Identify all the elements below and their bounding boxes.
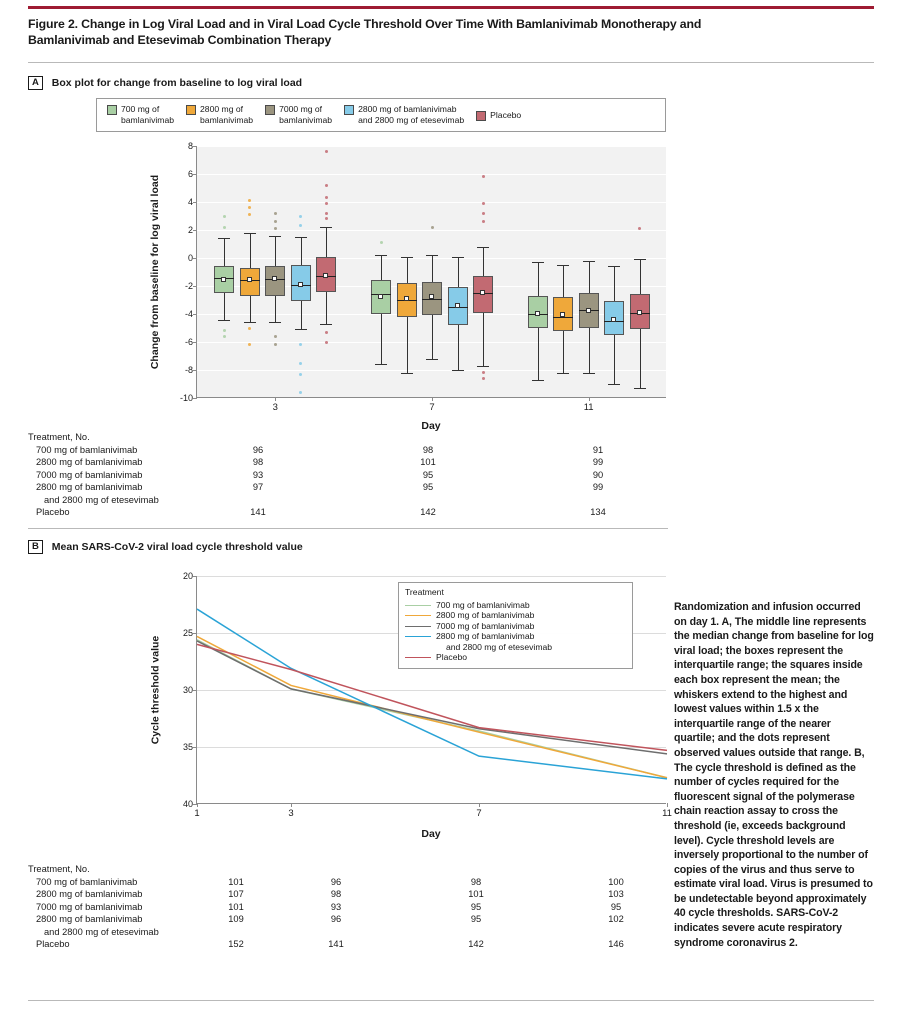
outlier-dot [482,377,485,380]
legend-item-label: 2800 mg of bamlanivimab [436,610,535,620]
y-tick-label: 2 [187,225,193,235]
whisker-cap [452,257,464,258]
outlier-dot [482,220,485,223]
mean-marker [535,311,540,316]
y-tick-mark [193,314,197,315]
box [265,266,285,295]
panel-b-y-axis-label: Cycle threshold value [149,635,162,745]
table-cell: 142 [420,507,436,517]
table-row-label: 7000 mg of bamlanivimab [36,901,143,912]
y-tick-mark [193,286,197,287]
mean-marker [378,294,383,299]
y-tick-mark [193,146,197,147]
legend-item-0 [107,104,174,126]
table-cell: 95 [422,482,434,492]
legend-item-1 [186,104,253,126]
mean-marker [298,282,303,287]
y-tick-label: -4 [184,309,193,319]
outlier-dot [299,373,302,376]
table-row-label: 2800 mg of bamlanivimab [36,914,143,924]
table-cell: 101 [228,901,244,912]
y-tick-mark [193,398,197,399]
whisker-cap [218,320,230,321]
table-cell: 142 [468,939,484,949]
panel-a-count-table [28,432,668,520]
outlier-dot [248,327,251,330]
bottom-rule [28,1000,874,1001]
table-row [28,482,668,495]
whisker-cap [320,227,332,228]
table-row [28,877,668,890]
table-cell: 96 [330,914,342,924]
legend-item-label: 7000 mg of bamlanivimab [279,104,333,125]
legend-line-icon [405,605,431,606]
figure-caption: Randomization and infusion occurred on day 1. A, The middle line represents the median change from baseline for log viral load; the boxes represent the interquartile range; the squares inside each box represent the mean; the whiskers extend to the highest and lowest values within 1.5 x the interquartile range of the nearer quartile; and the dots represent observed values outside that range. B, The cycle threshold is defined as the number of cycles required for the fluorescent signal of the polymerase chain reaction assay to cross the threshold (ie, exceeds background level). Cycle threshold levels are inversely proportional to the number of copies of the virus and thus serve to estimate viral load. Virus is presumed to be undetectable beyond approximately 40 cycle thresholds. SARS-CoV-2 indicates severe acute respiratory syndrome coronavirus 2. [674,601,874,949]
mean-marker [455,303,460,308]
table-header-row [28,432,668,445]
outlier-dot [248,206,251,209]
outlier-dot [482,212,485,215]
panel-a [28,98,668,432]
table-cell: 95 [470,914,482,924]
outlier-dot [299,391,302,394]
table-row-continuation [28,927,668,940]
legend-item-2 [405,621,626,632]
whisker-cap [295,329,307,330]
mean-marker [429,294,434,299]
legend-swatch-icon [476,111,486,121]
mean-marker [611,317,616,322]
legend-line-icon [405,615,431,616]
whisker-cap [477,247,489,248]
y-tick-label: -2 [184,281,193,291]
divider-title [28,62,874,63]
legend-line-icon [405,626,431,627]
whisker-cap [608,266,620,267]
x-tick-mark [432,397,433,401]
outlier-dot [274,343,277,346]
table-row [28,507,668,520]
table-cell: 98 [470,876,482,887]
table-row-continuation [28,495,668,508]
whisker-cap [375,364,387,365]
whisker-cap [244,322,256,323]
whisker-cap [426,255,438,256]
outlier-dot [274,335,277,338]
outlier-dot [431,226,434,229]
outlier-dot [274,220,277,223]
table-cell: 97 [252,482,264,492]
outlier-dot [299,362,302,365]
gridline [197,174,666,175]
mean-marker [637,310,642,315]
table-cell: 95 [610,901,622,912]
x-tick-label: 3 [272,402,278,413]
legend-item-1 [405,610,626,621]
y-tick-label: 40 [182,799,193,809]
panel-a-header [28,76,302,90]
table-row-label: 7000 mg of bamlanivimab [36,469,143,480]
table-cell: 100 [608,876,624,887]
legend-line-icon [405,657,431,658]
y-tick-label: 4 [187,197,193,207]
panel-b-caption: Mean SARS-CoV-2 viral load cycle threshold value [51,541,303,553]
table-cell: 91 [592,444,604,455]
outlier-dot [248,343,251,346]
mean-marker [586,308,591,313]
whisker-cap [244,233,256,234]
outlier-dot [299,343,302,346]
table-row [28,445,668,458]
outlier-dot [325,184,328,187]
table-row-label: 700 mg of bamlanivimab [36,876,138,887]
legend-swatch-icon [107,105,117,115]
mean-marker [221,277,226,282]
table-cell: 152 [228,939,244,949]
whisker-cap [452,370,464,371]
table-row [28,470,668,483]
outlier-dot [325,150,328,153]
panel-b-x-axis-label: Day [421,828,441,840]
table-cell: 101 [468,889,484,899]
figure-title: Figure 2. Change in Log Viral Load and in Viral Load Cycle Threshold Over Time With Bamlanivimab Monotherapy and Bamlanivimab and Etesevimab Combination Therapy [28,17,702,47]
whisker-cap [557,265,569,266]
outlier-dot [299,224,302,227]
y-tick-label: -10 [179,393,193,403]
legend-item-label: 700 mg of bamlanivimab [436,599,530,610]
y-tick-label: -8 [184,365,193,375]
x-tick-mark [275,397,276,401]
table-row [28,889,668,902]
legend-item-3 [344,104,464,126]
y-tick-label: 35 [182,742,193,752]
outlier-dot [325,341,328,344]
legend-item-label: 700 mg of bamlanivimab [121,104,175,125]
legend-swatch-icon [344,105,354,115]
table-row-label: 2800 mg of bamlanivimab [36,889,143,899]
table-row [28,902,668,915]
whisker-cap [557,373,569,374]
divider-panel-a [28,528,668,529]
whisker-cap [269,236,281,237]
gridline [197,230,666,231]
table-cell: 103 [608,889,624,899]
panel-a-caption: Box plot for change from baseline to log viral load [51,77,303,89]
y-tick-label: 8 [187,141,193,151]
table-cell: 95 [422,469,434,480]
outlier-dot [299,215,302,218]
whisker-cap [477,366,489,367]
mean-marker [247,277,252,282]
panel-a-plot-area [179,141,666,413]
whisker-cap [269,322,281,323]
mean-marker [404,296,409,301]
table-cell: 98 [252,457,264,467]
table-cell: 95 [470,901,482,912]
outlier-dot [223,329,226,332]
top-rule [28,6,874,9]
table-cell: 146 [608,939,624,949]
y-tick-mark [193,258,197,259]
y-tick-mark [193,370,197,371]
outlier-dot [482,202,485,205]
legend-item-label: 7000 mg of bamlanivimab [436,620,535,631]
y-tick-label: 6 [187,169,193,179]
outlier-dot [325,202,328,205]
x-tick-label: 7 [429,402,435,413]
panel-b-tag: B [28,540,43,554]
panel-b [28,552,672,852]
table-cell: 107 [228,889,244,899]
mean-marker [272,276,277,281]
whisker-cap [583,373,595,374]
outlier-dot [482,371,485,374]
panel-a-tag: A [28,76,43,90]
table-row-label: Placebo [36,507,70,517]
legend-item-label: 2800 mg of bamlanivimab [200,104,254,125]
table-cell: 102 [608,914,624,924]
table-header-label: Treatment, No. [28,864,90,874]
table-cell: 98 [422,444,434,455]
outlier-dot [223,335,226,338]
legend-item-label: Placebo [436,652,468,662]
legend-swatch-icon [186,105,196,115]
table-cell: 134 [590,507,606,517]
outlier-dot [325,196,328,199]
whisker-cap [532,262,544,263]
table-header-row [28,864,668,877]
panel-b-legend-title: Treatment [405,587,444,597]
y-tick-mark [193,174,197,175]
mean-marker [480,290,485,295]
x-tick-label: 3 [288,808,294,819]
x-tick-label: 7 [476,808,482,819]
panel-a-legend [96,98,666,132]
x-tick-label: 11 [583,402,594,413]
x-tick-mark [589,397,590,401]
outlier-dot [482,175,485,178]
x-tick-mark [667,803,668,807]
table-cell: 93 [330,901,342,912]
whisker-cap [608,384,620,385]
legend-item-3 [405,631,626,652]
whisker-cap [401,257,413,258]
y-tick-label: 25 [182,628,193,638]
y-tick-label: -6 [184,337,193,347]
table-cell: 109 [228,914,244,924]
panel-a-x-axis-label: Day [421,420,441,432]
legend-item-label: Placebo [490,109,522,120]
panel-b-legend [398,582,633,669]
table-cell: 141 [250,507,266,517]
gridline [197,146,666,147]
whisker-cap [218,238,230,239]
table-row-label: and 2800 mg of etesevimab [44,494,159,505]
x-tick-label: 1 [194,808,200,819]
whisker-cap [634,388,646,389]
table-cell: 96 [330,876,342,887]
outlier-dot [274,227,277,230]
x-tick-label: 11 [662,808,672,819]
legend-item-0 [405,600,626,611]
legend-line-icon [405,636,431,637]
gridline [197,202,666,203]
whisker-cap [375,255,387,256]
whisker-cap [583,261,595,262]
outlier-dot [325,212,328,215]
y-tick-label: 0 [187,253,193,263]
whisker-cap [401,373,413,374]
y-tick-mark [193,230,197,231]
table-header-label: Treatment, No. [28,432,90,442]
y-tick-mark [193,202,197,203]
table-row [28,939,668,952]
outlier-dot [248,213,251,216]
table-row-label: and 2800 mg of etesevimab [44,926,159,937]
whisker-cap [532,380,544,381]
table-cell: 141 [328,939,344,949]
table-cell: 96 [252,444,264,455]
outlier-dot [325,217,328,220]
whisker-cap [634,259,646,260]
legend-item-4 [476,110,521,121]
whisker-cap [295,237,307,238]
y-tick-mark [193,342,197,343]
table-cell: 90 [592,469,604,480]
table-row [28,914,668,927]
panel-a-y-axis-label: Change from baseline for log viral load [149,174,162,370]
table-row [28,457,668,470]
outlier-dot [223,215,226,218]
outlier-dot [274,212,277,215]
table-row-label: 700 mg of bamlanivimab [36,444,138,455]
table-cell: 93 [252,469,264,480]
gridline [197,370,666,371]
table-row-label: 2800 mg of bamlanivimab [36,457,143,467]
y-tick-label: 30 [182,685,193,695]
table-cell: 101 [228,876,244,887]
outlier-dot [380,241,383,244]
table-cell: 101 [420,457,436,467]
legend-item-2 [265,104,332,126]
table-cell: 98 [330,889,342,899]
table-cell: 99 [592,457,604,467]
panel-b-count-table [28,864,668,952]
mean-marker [323,273,328,278]
legend-item-label: 2800 mg of bamlanivimab and 2800 mg of etesevimab [436,631,553,652]
table-row-label: Placebo [36,939,70,949]
legend-swatch-icon [265,105,275,115]
mean-marker [560,312,565,317]
outlier-dot [223,226,226,229]
table-cell: 99 [592,482,604,492]
legend-item-4 [405,652,626,663]
whisker-cap [426,359,438,360]
y-tick-label: 20 [182,571,193,581]
outlier-dot [325,331,328,334]
whisker-cap [320,324,332,325]
table-row-label: 2800 mg of bamlanivimab [36,482,143,492]
legend-item-label: 2800 mg of bamlanivimab and 2800 mg of etesevimab [358,104,465,125]
